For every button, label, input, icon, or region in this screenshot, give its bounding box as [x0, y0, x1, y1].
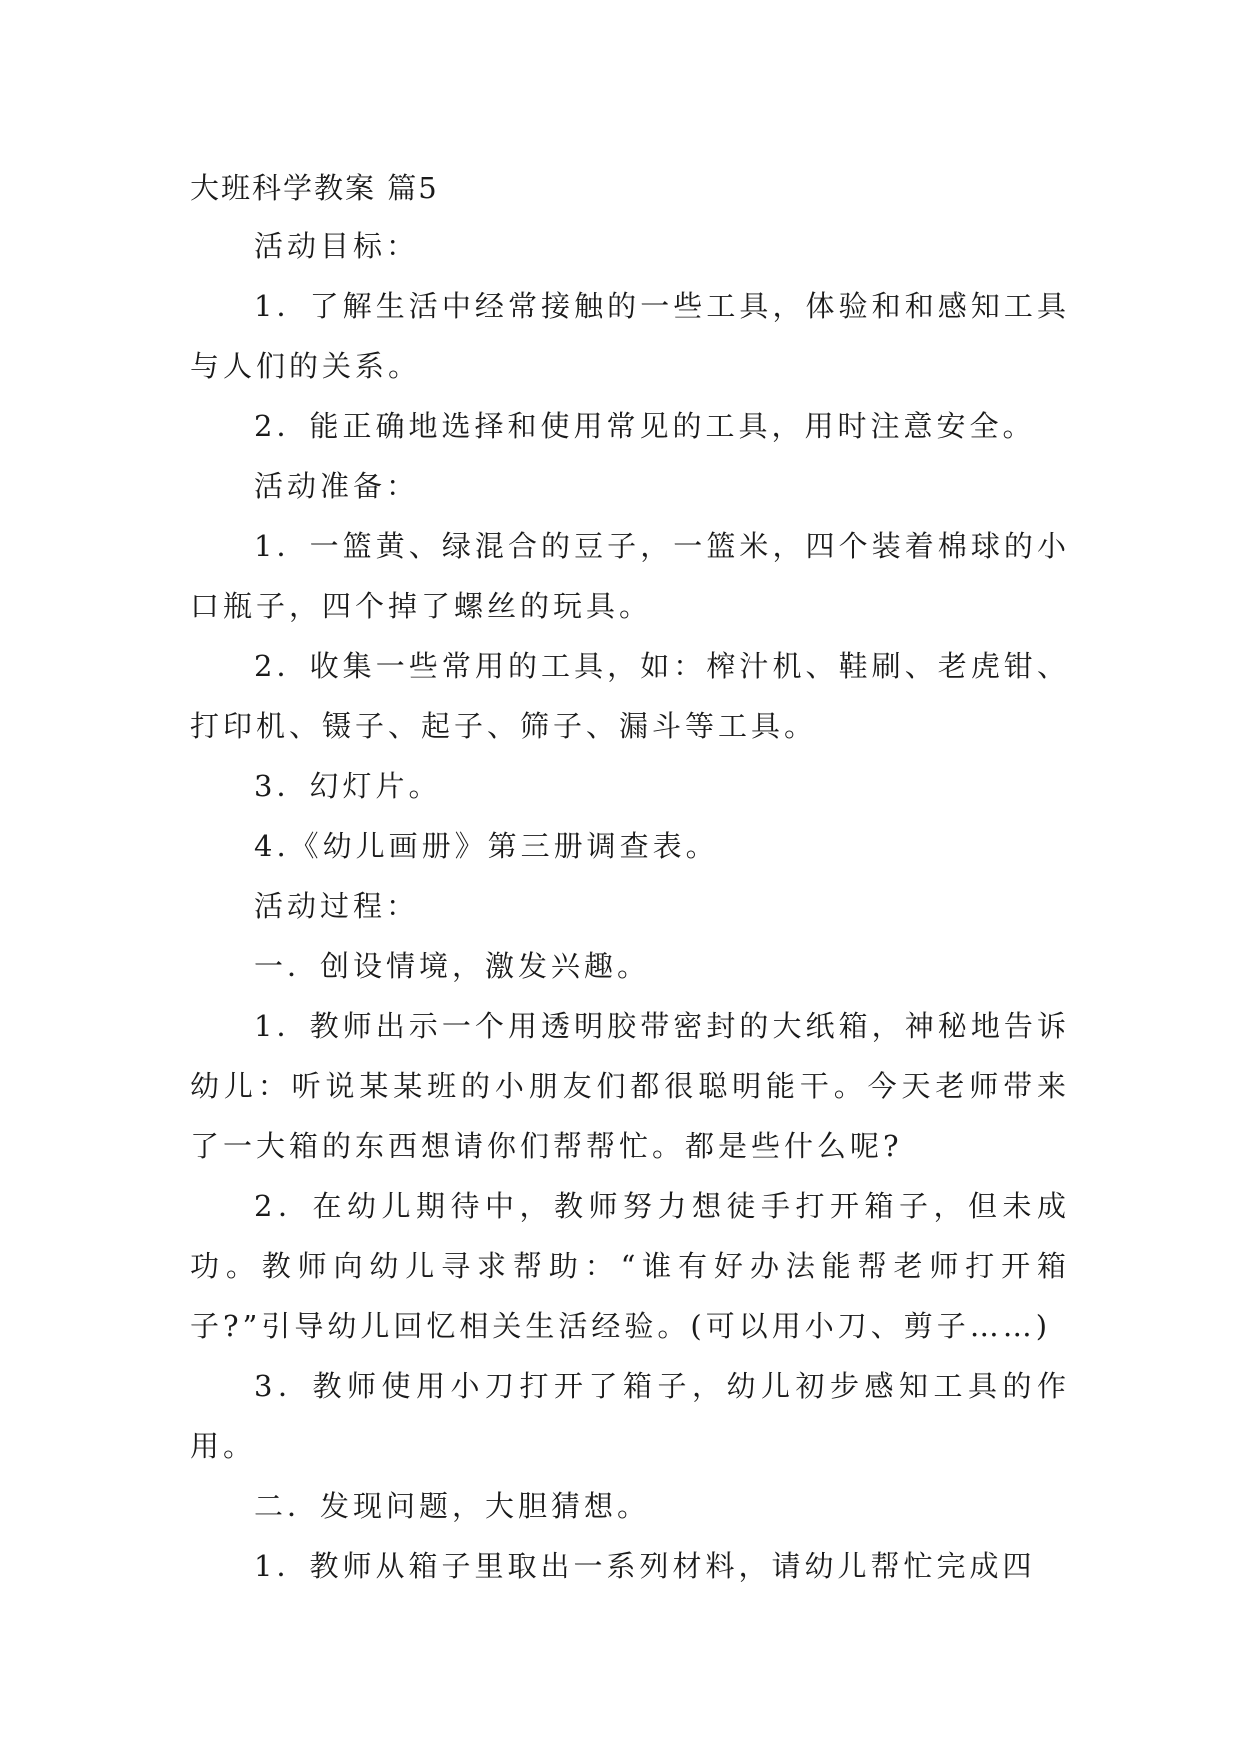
- paragraph: 1．了解生活中经常接触的一些工具，体验和和感知工具与人们的关系。: [190, 289, 1070, 383]
- section-heading-preparation: 活动准备：: [254, 469, 420, 503]
- subsection-heading: 二．发现问题，大胆猜想。: [254, 1489, 651, 1523]
- paragraph: 2．能正确地选择和使用常见的工具，用时注意安全。: [254, 409, 1036, 443]
- document-page: [190, 160, 1070, 1596]
- paragraph: 3．教师使用小刀打开了箱子，幼儿初步感知工具的作用。: [190, 1369, 1070, 1463]
- document-title: 大班科学教案 篇5: [190, 171, 439, 205]
- paragraph: 1．教师出示一个用透明胶带密封的大纸箱，神秘地告诉幼儿：听说某某班的小朋友们都很聪明能干。今天老师带来了一大箱的东西想请你们帮帮忙。都是些什么呢?: [190, 1009, 1070, 1163]
- paragraph: 2．在幼儿期待中，教师努力想徒手打开箱子，但未成功。教师向幼儿寻求帮助：“谁有好办法能帮老师打开箱子?”引导幼儿回忆相关生活经验。(可以用小刀、剪子……): [190, 1189, 1070, 1343]
- paragraph: 4.《幼儿画册》第三册调查表。: [254, 829, 719, 863]
- paragraph: 1．一篮黄、绿混合的豆子，一篮米，四个装着棉球的小口瓶子，四个掉了螺丝的玩具。: [190, 529, 1070, 623]
- paragraph: 3．幻灯片。: [254, 769, 442, 803]
- paragraph: 2．收集一些常用的工具，如：榨汁机、鞋刷、老虎钳、打印机、镊子、起子、筛子、漏斗等工具。: [190, 649, 1070, 743]
- paragraph: 1．教师从箱子里取出一系列材料，请幼儿帮忙完成四: [254, 1549, 1036, 1583]
- section-heading-goals: 活动目标：: [254, 229, 420, 263]
- subsection-heading: 一．创设情境，激发兴趣。: [254, 949, 651, 983]
- section-heading-process: 活动过程：: [254, 889, 420, 923]
